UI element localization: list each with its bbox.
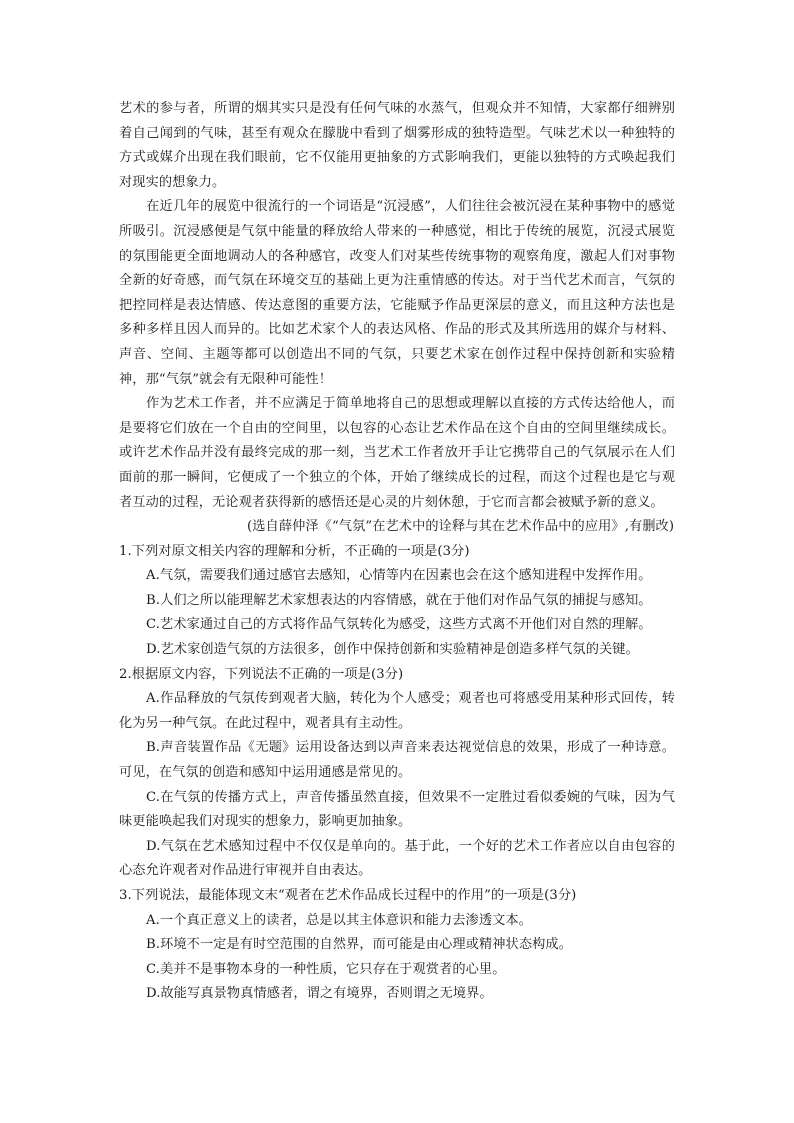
question-stem: 3.下列说法，最能体现文末“观者在艺术作品成长过程中的作用”的一项是(3分)	[119, 888, 577, 903]
question-option: D.气氛在艺术感知过程中不仅仅是单向的。基于此，一个好的艺术工作者应以自由包容的心态允许观者对作品进行审视并自由表达。	[119, 838, 675, 879]
question-option: B.人们之所以能理解艺术家想表达的内容情感，就在于他们对作品气氛的捕捉与感知。	[146, 592, 652, 608]
question-option: A.一个真正意义上的读者，总是以其主体意识和能力去渗透文本。	[146, 912, 532, 928]
article-paragraph: 作为艺术工作者，并不应满足于简单地将自己的思想或理解以直接的方式传达给他人，而是要将它们放在一个自由的空间里，以包容的心态让艺术作品在这个自由的空间里继续成长。或许艺术作品并没有最终完成的那一刻，当艺术工作者放开手让它携带自己的气氛展示在人们面前的那一瞬间，它便成了一个独立的个体，开始了继续成长的过程，而这个过程也是它与观者互动的过程，无论观者获得新的感悟还是心灵的片刻休憩，于它而言都会被赋予新的意义。	[119, 396, 675, 510]
question-option: A.作品释放的气氛传到观者大脑，转化为个人感受；观者也可将感受用某种形式回传，转化为另一种气氛。在此过程中，观者具有主动性。	[119, 691, 675, 731]
question-option: C.在气氛的传播方式上，声音传播虽然直接，但效果不一定胜过看似委婉的气味，因为气味更能唤起我们对现实的想象力，影响更加抽象。	[119, 789, 675, 830]
question-option: C.美并不是事物本身的一种性质，它只存在于观赏者的心里。	[146, 961, 506, 977]
page-content	[119, 97, 675, 1007]
question-option: B.环境不一定是有时空范围的自然界，而可能是由心理或精神状态构成。	[146, 937, 572, 953]
question-stem: 2.根据原文内容，下列说法不正确的一项是(3分)	[119, 666, 404, 682]
question-option: C.艺术家通过自己的方式将作品气氛转化为感受，这些方式离不开他们对自然的理解。	[146, 617, 652, 633]
article-paragraph: 在近几年的展览中很流行的一个词语是“沉浸感”，人们往往会被沉浸在某种事物中的感觉所吸引。沉浸感便是气氛中能量的释放给人带来的一种感觉，相比于传统的展览，沉浸式展览的氛围能更全面地调动人的各种感官，改变人们对某些传统事物的观察角度，激起人们对事物全新的好奇感，而气氛在环境交互的基础上更为注重情感的传达。对于当代艺术而言，气氛的把控同样是表达情感、传达意图的重要方法，它能赋予作品更深层的意义，而且这种方法也是多种多样且因人而异的。比如艺术家个人的表达风格、作品的形式及其所选用的媒介与材料、声音、空间、主题等都可以创造出不同的气氛，只要艺术家在创作过程中保持创新和实验精神，那“气氛”就会有无限种可能性！	[119, 199, 675, 387]
question-stem: 1.下列对原文相关内容的理解和分析，不正确的一项是(3分)	[119, 543, 470, 559]
question-option: B.声音装置作品《无题》运用设备达到以声音来表达视觉信息的效果，形成了一种诗意。可见，在气氛的创造和感知中运用通感是常见的。	[119, 740, 675, 781]
question-option: D.艺术家创造气氛的方法很多，创作中保持创新和实验精神是创造多样气氛的关键。	[146, 642, 639, 658]
question-option: A.气氛，需要我们通过感官去感知，心情等内在因素也会在这个感知进程中发挥作用。	[146, 568, 652, 584]
article-source-text: (选自薛仲泽《“气氛”在艺术中的诠释与其在艺术作品中的应用》,有删改)	[247, 519, 675, 535]
article-source	[119, 515, 675, 540]
article-paragraph: 艺术的参与者，所谓的烟其实只是没有任何气味的水蒸气，但观众并不知情，大家都仔细辨别着自己闻到的气味，甚至有观众在朦胧中看到了烟雾形成的独特造型。气味艺术以一种独特的方式或媒介出现在我们眼前，它不仅能用更抽象的方式影响我们，更能以独特的方式唤起我们对现实的想象力。	[119, 101, 675, 190]
question-option: D.故能写真景物真情感者，谓之有境界，否则谓之无境界。	[146, 986, 493, 1002]
